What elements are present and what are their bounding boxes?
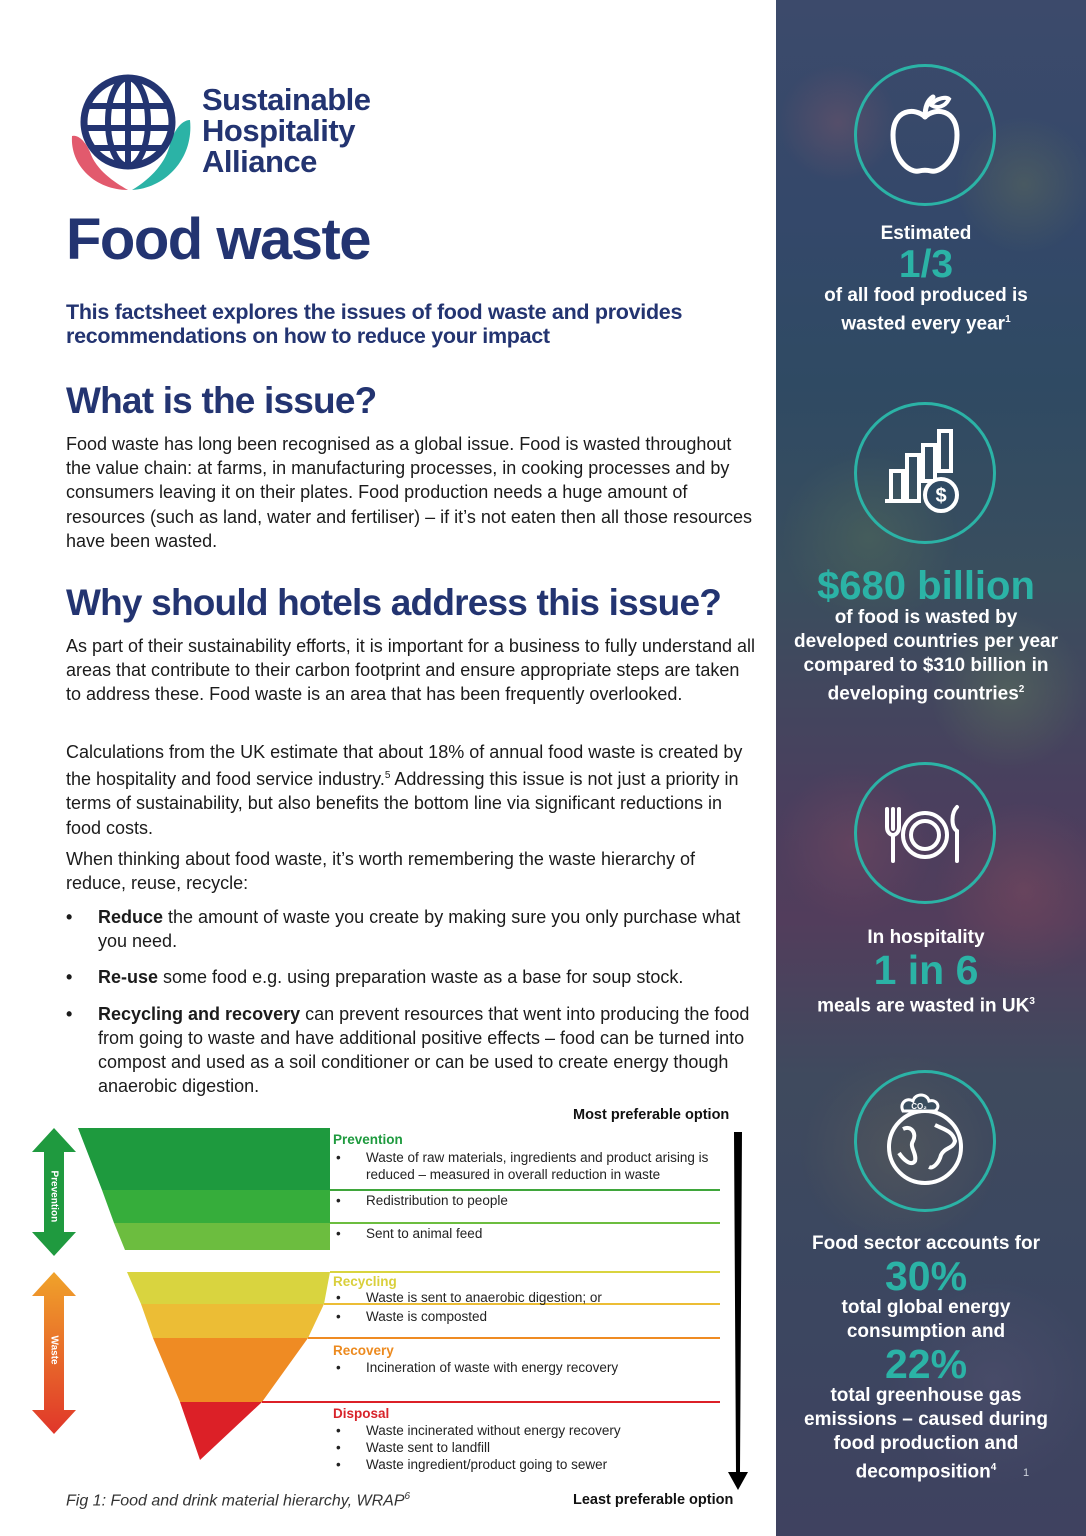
least-preferable-label: Least preferable option: [573, 1492, 734, 1508]
apple-icon: [854, 64, 996, 206]
logo-line-1: Sustainable: [202, 82, 371, 117]
svg-text:CO₂: CO₂: [911, 1102, 927, 1111]
footnote-5: 5: [384, 770, 391, 782]
list-item: [66, 965, 756, 989]
svg-text:$: $: [935, 485, 947, 507]
tier-recovery-band: [153, 1338, 308, 1402]
issue-paragraph: Food waste has long been recognised as a global issue. Food is wasted throughout the value chain: at farms, in manufacturing processes, in cooking processes and by consumers leaving it on their plates. Food production needs a huge amount of resources (such as land, water and fertiliser) – if it’s not eaten then all those resources have been wasted.: [66, 434, 753, 551]
stats-sidebar: [776, 0, 1086, 1536]
logo: [66, 66, 396, 196]
why-paragraph-2-b: Addressing this issue is not just a priority in terms of sustainability, but also benefits the bottom line via significant reductions in food costs.: [66, 769, 739, 838]
tier-label-recycling: Recycling: [333, 1274, 397, 1289]
stat-big-number: 30%: [884, 1253, 968, 1299]
globe-co2-icon: [854, 1070, 996, 1212]
figure-item: • Sent to animal feed: [336, 1226, 483, 1241]
logo-line-3: Alliance: [202, 144, 317, 179]
plate-cutlery-icon: [854, 762, 996, 904]
tier-disposal-band: [180, 1402, 262, 1460]
figure-caption: Fig 1: Food and drink material hierarchy, WRAP$^6$: [66, 1491, 411, 1510]
footnote-6: 6: [404, 1491, 411, 1502]
tier-label-disposal: Disposal: [333, 1406, 390, 1421]
stat-big-number: 22%: [884, 1341, 968, 1387]
page-title: Food waste: [66, 207, 371, 272]
heading-what-is-the-issue: What is the issue?: [66, 380, 377, 421]
why-paragraph-2: [66, 740, 756, 840]
side-label-waste: Waste: [48, 1335, 60, 1365]
list-item: [66, 905, 756, 953]
stat-food-wasted-fraction: Estimated 1/3 of all food produced is wasted every year$^1$: [776, 222, 1076, 336]
figure-item: • Incineration of waste with energy recovery: [336, 1360, 619, 1375]
figure-item: • Waste is sent to anaerobic digestion; or: [336, 1290, 602, 1305]
intro-text: This factsheet explores the issues of food waste and provides recommendations on how to reduce your impact: [66, 300, 683, 348]
most-preferable-label: Most preferable option: [573, 1107, 730, 1123]
heading-why-hotels: Why should hotels address this issue?: [66, 582, 722, 623]
tier-recycling-band-1: [127, 1272, 330, 1304]
list-item-bold: Re-use: [98, 967, 159, 988]
figure-item: • Waste sent to landfill: [336, 1440, 491, 1455]
list-item-bold: Reduce: [98, 907, 164, 927]
list-item-text: can prevent resources that went into producing the food from going to waste and have additional positive effects – food can be turned into compost and used as a soil conditioner or can be used to create energy though anaerobic digestion.: [98, 1003, 750, 1097]
stat-food-sector: Food sector accounts for 30% total global energy consumption and 22% total greenhouse gas emissions – caused during food production and decomposition$^4$: [776, 1232, 1076, 1484]
waste-hierarchy-list: [66, 905, 756, 1110]
list-item-bold: Recycling and recovery: [98, 1003, 301, 1024]
stat-big-number: $680 billion: [817, 564, 1035, 608]
list-item-text: the amount of waste you create by making sure you only purchase what you need.: [98, 907, 741, 952]
list-item: [66, 1002, 756, 1099]
why-paragraph-2-a: Calculations from the UK estimate that about 18% of annual food waste is created by the hospitality and food service industry.: [66, 742, 743, 790]
food-waste-hierarchy-figure: [0, 1100, 770, 1536]
stat-big-number: 1 in 6: [873, 947, 979, 993]
list-item-text: some food e.g. using preparation waste as a base for soup stock.: [158, 967, 684, 988]
stat-food-wasted-value: $680 billion of food is wasted by developed countries per year compared to $310 billion in developing countries$^2$: [776, 566, 1076, 706]
figure-item: • Waste incinerated without energy recovery: [336, 1423, 621, 1438]
tier-prevention-band-2: [102, 1190, 330, 1223]
why-paragraph-1: As part of their sustainability efforts, it is important for a business to fully understand all areas that contribute to their carbon footprint and ensure appropriate steps are taken to address these. Food waste is an area that has been frequently overlooked.: [66, 636, 756, 705]
tier-recycling-band-2: [141, 1304, 324, 1338]
figure-item: • Redistribution to people: [336, 1193, 508, 1208]
why-paragraph-3: When thinking about food waste, it’s worth remembering the waste hierarchy of reduce, reuse, recycle:: [66, 849, 695, 894]
tier-label-recovery: Recovery: [333, 1343, 394, 1358]
globe-hands-icon: [66, 66, 196, 196]
tier-label-prevention: Prevention: [333, 1132, 403, 1147]
stat-meals-wasted: In hospitality 1 in 6 meals are wasted in $UK^3$: [776, 926, 1076, 1018]
page-number: 1: [1023, 1467, 1030, 1479]
tier-prevention-band-1: [78, 1128, 330, 1190]
tier-prevention-band-3: [114, 1223, 330, 1250]
side-label-prevention: Prevention: [48, 1170, 60, 1223]
logo-wordmark: [202, 84, 371, 177]
stat-big-number: 1/3: [898, 243, 954, 286]
bar-chart-dollar-icon: [854, 402, 996, 544]
figure-item: • Waste is composted: [336, 1309, 488, 1324]
figure-item: • Waste of raw materials, ingredients and product arising is reduced – measured in overall reduction in waste: [336, 1150, 709, 1182]
figure-item: • Waste ingredient/product going to sewer: [336, 1457, 608, 1472]
logo-line-2: Hospitality: [202, 113, 355, 148]
